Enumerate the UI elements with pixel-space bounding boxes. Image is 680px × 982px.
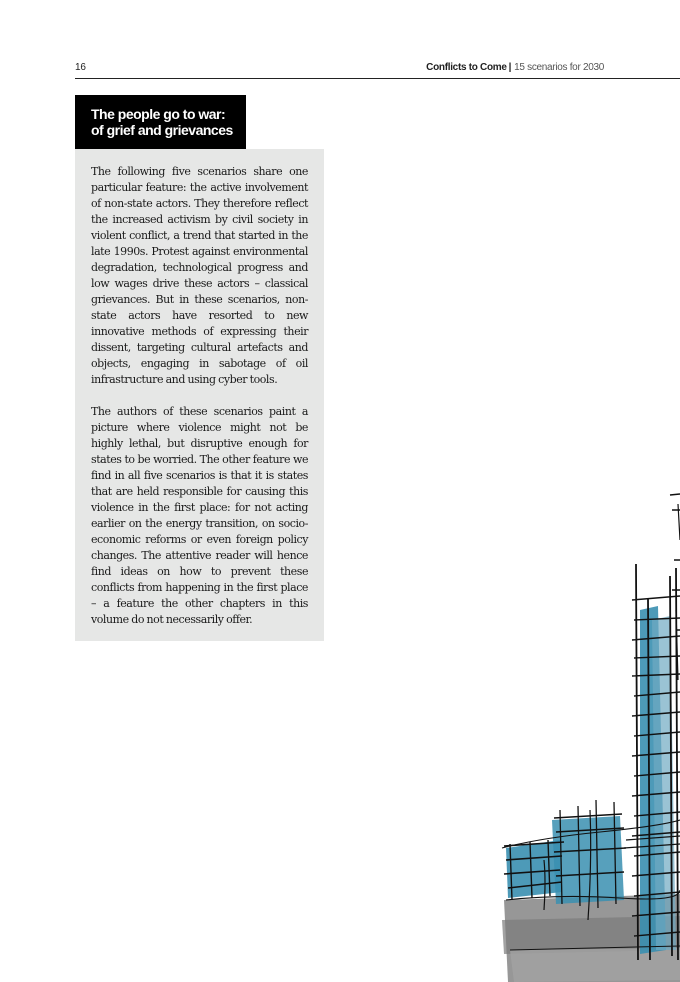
intro-paragraph-2: The authors of these scenarios paint a picture where violence might not be highly lethal, but disruptive enough for states to be worried. The other feature we find in all five scenarios is that it is states that are held responsible for causing this violence in the first place: for not acting earlier on the energy transition, on socio-economic reforms or even foreign policy changes. The attentive reader will hence find ideas on how to prevent these conflicts from happening in the first place – a feature the other chapters in this volume do not necessarily offer. — [91, 405, 308, 626]
sketch-edge-marks — [670, 494, 680, 680]
header-separator: | — [508, 62, 512, 73]
section-title: The people go to war: of grief and grievances — [75, 95, 246, 149]
intro-box — [75, 149, 324, 641]
page-number: 16 — [75, 62, 86, 73]
header-rule — [75, 78, 680, 79]
intro-paragraph-1: The following five scenarios share one particular feature: the active involvement of non-state actors. They therefore reflect the increased activism by civil society in violent conflict, a trend that started in the late 1990s. Protest against environmental degradation, technological progress and low wages drive these actors – classical grievances. But in these scenarios, non-state actors have resorted to new innovative methods of expressing their dissent, targeting cultural artefacts and objects, engaging in sabotage of oil infrastructure and using cyber tools. — [91, 165, 308, 386]
running-head — [426, 62, 604, 73]
sketch-tank-left — [504, 800, 626, 908]
refinery-sketch-illustration — [500, 480, 680, 982]
book-subtitle: 15 scenarios for 2030 — [514, 62, 604, 73]
book-title: Conflicts to Come — [426, 62, 507, 73]
